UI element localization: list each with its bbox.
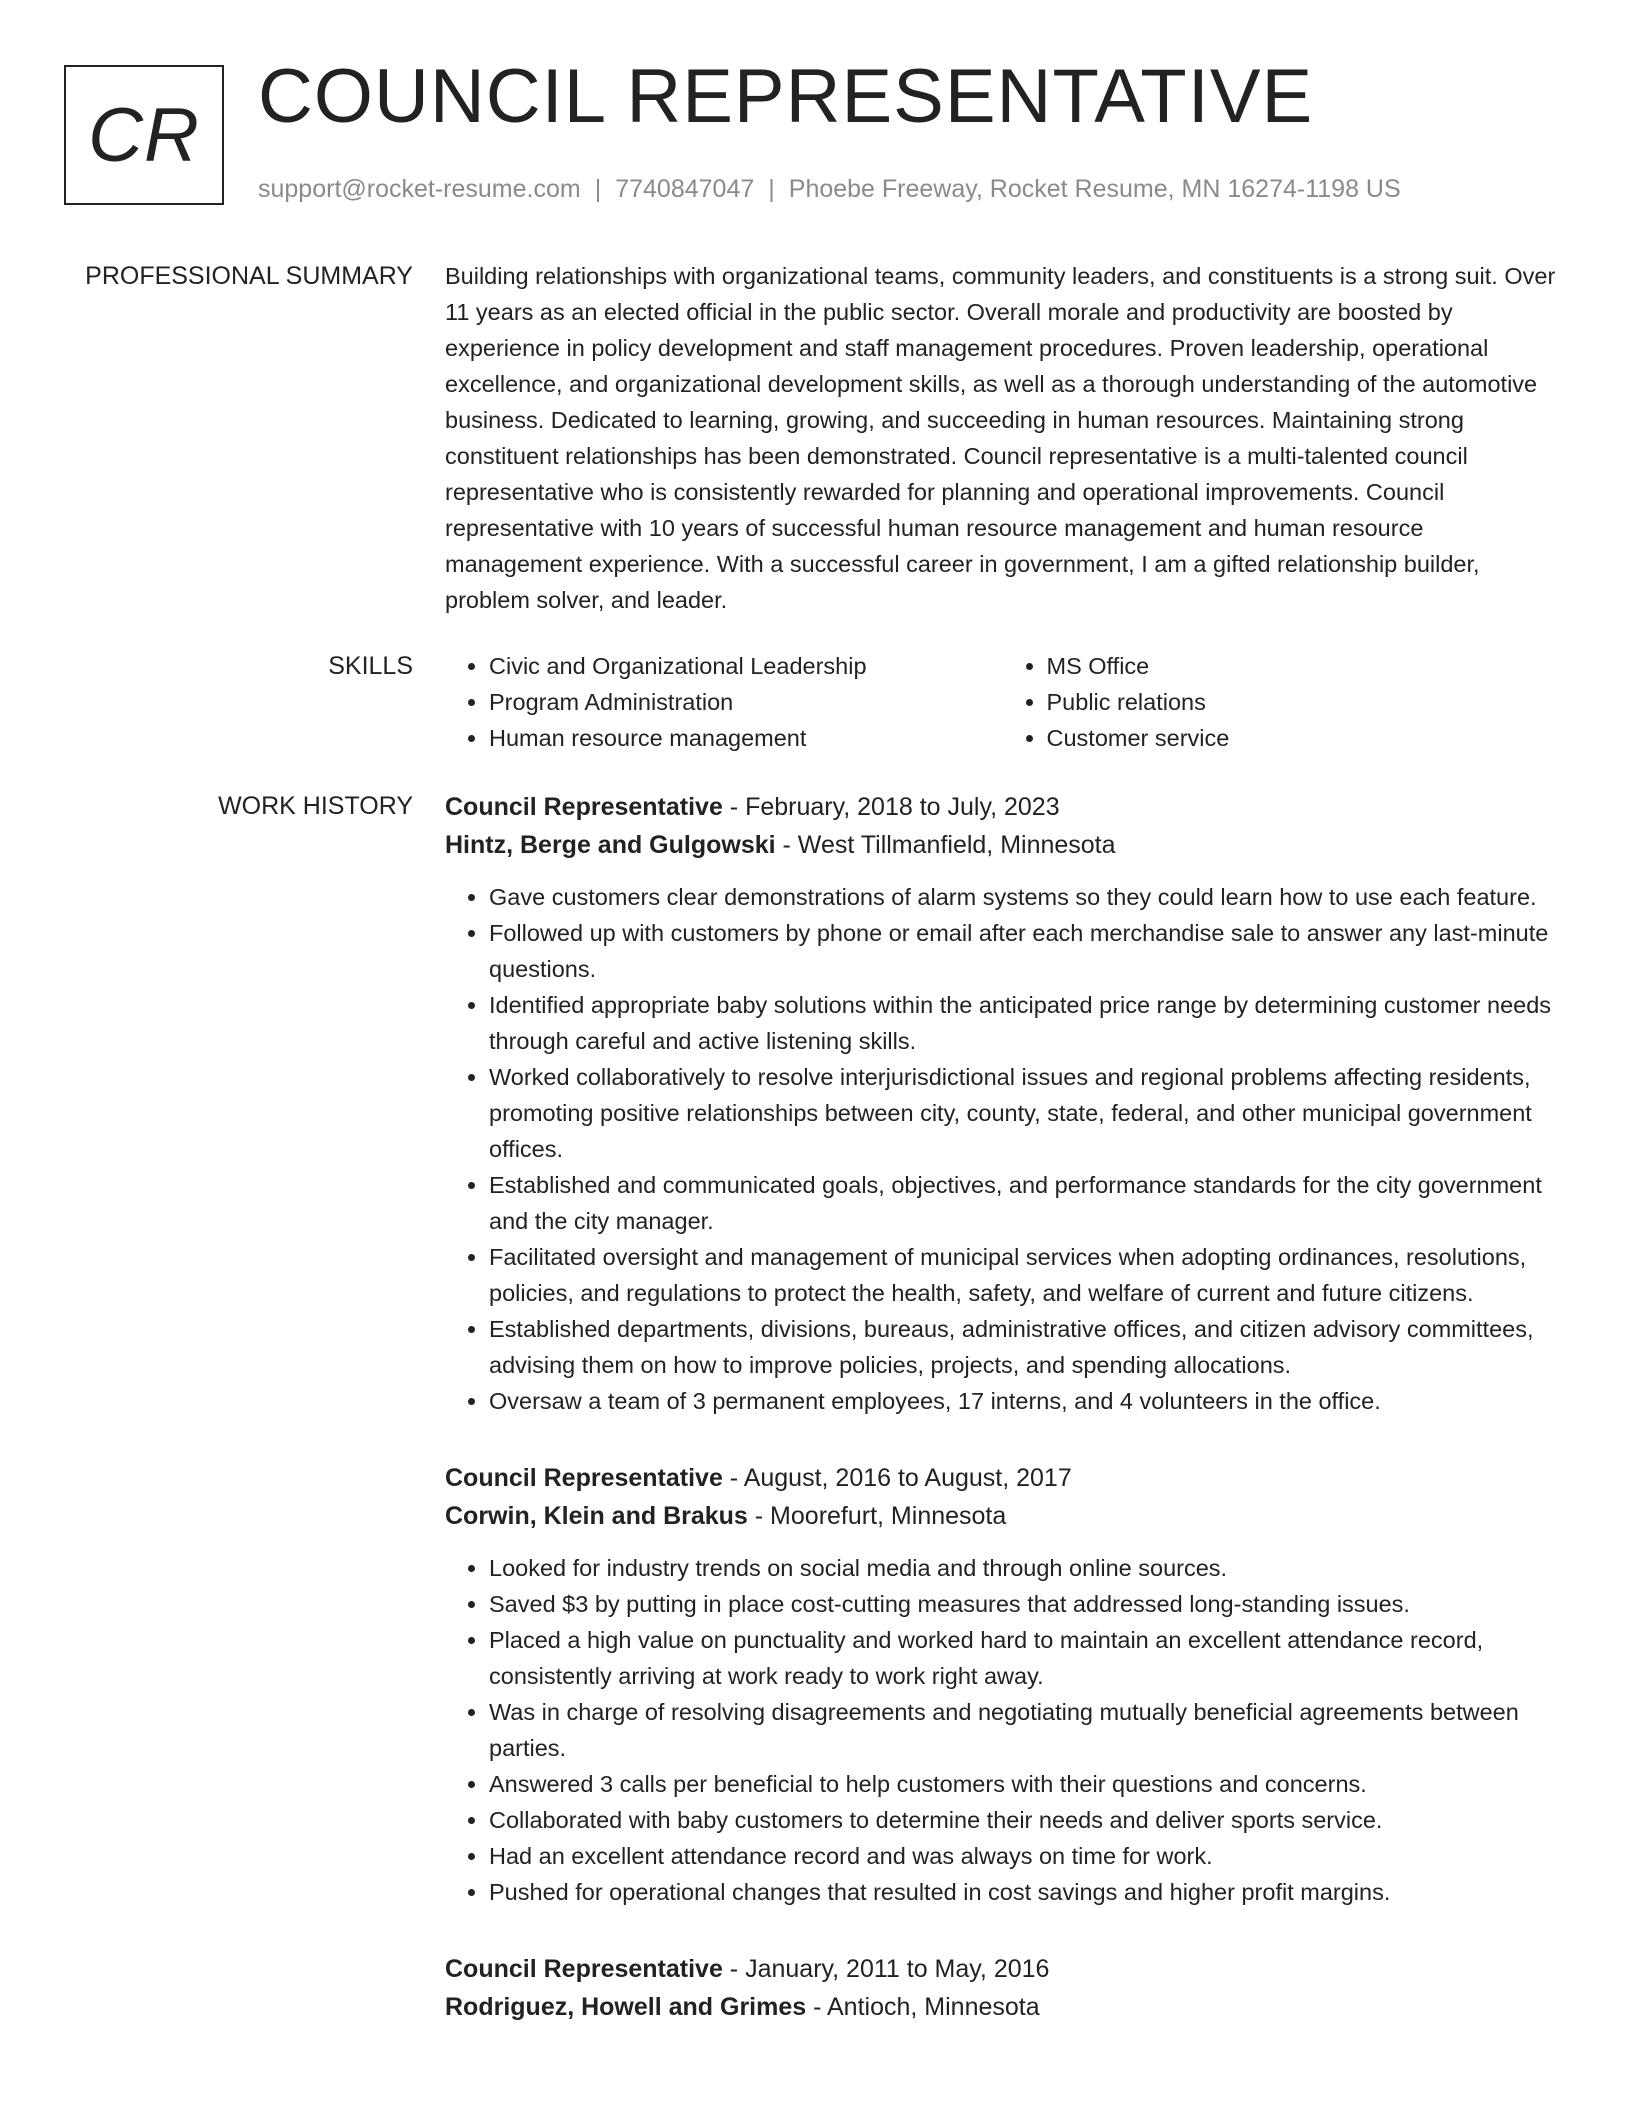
job-bullet: • Followed up with customers by phone or email after each merchandise sale to answer any last-minute questions.	[489, 915, 1560, 987]
summary-text: Building relationships with organizational teams, community leaders, and constituents is a strong suit. Over 11 years as an elected official in the public sector. Overall morale and productivity are boosted by experience in policy development and staff management procedures. Proven leadership, operational excellence, and organizational development skills, as well as a thorough understanding of the automotive business. Dedicated to learning, growing, and succeeding in human resources. Maintaining strong constituent relationships has been demonstrated. Council representative is a multi-talented council representative who is consistently rewarded for planning and operational improvements. Council representative with 10 years of successful human resource management and human resource management experience. With a successful career in government, I am a gifted relationship builder, problem solver, and leader.	[445, 263, 1556, 613]
job-bullet: • Gave customers clear demonstrations of alarm systems so they could learn how to use each feature.	[489, 879, 1560, 915]
skills-body	[445, 648, 1560, 756]
job-bullet: • Collaborated with baby customers to determine their needs and deliver sports service.	[489, 1802, 1560, 1838]
skill-item: • Public relations	[1047, 684, 1561, 720]
monogram-box	[64, 65, 224, 205]
resume-name: COUNCIL REPRESENTATIVE	[258, 54, 1314, 139]
job-company-line	[445, 1497, 1560, 1535]
job-bullet: • Identified appropriate baby solutions within the anticipated price range by determining customer needs through careful and active listening skills.	[489, 987, 1560, 1059]
contact-address: Phoebe Freeway, Rocket Resume, MN 16274-1198 US	[788, 175, 1401, 203]
job-bullet: • Established and communicated goals, objectives, and performance standards for the city government and the city manager.	[489, 1167, 1560, 1239]
job-dates: - August, 2016 to August, 2017	[722, 1464, 1072, 1492]
job-dates: - January, 2011 to May, 2016	[722, 1955, 1050, 1983]
skill-item: • MS Office	[1047, 648, 1561, 684]
monogram-initials: CR	[88, 92, 200, 178]
summary-body	[445, 258, 1560, 618]
job-dates: - February, 2018 to July, 2023	[722, 793, 1060, 821]
section-label-summary: PROFESSIONAL SUMMARY	[85, 262, 413, 290]
section-label-work: WORK HISTORY	[218, 792, 413, 820]
skill-item: • Civic and Organizational Leadership	[489, 648, 1003, 684]
job-bullet: • Saved $3 by putting in place cost-cutting measures that addressed long-standing issues.	[489, 1586, 1560, 1622]
job-company-line	[445, 1988, 1560, 2026]
job-title: Council Representative	[445, 793, 723, 821]
job-bullets	[445, 879, 1560, 1419]
job-title-line	[445, 1459, 1560, 1497]
job-location: - Moorefurt, Minnesota	[747, 1502, 1007, 1530]
job-entry	[445, 788, 1560, 1419]
job-bullet: • Answered 3 calls per beneficial to help customers with their questions and concerns.	[489, 1766, 1560, 1802]
job-bullet: • Looked for industry trends on social media and through online sources.	[489, 1550, 1560, 1586]
contact-separator: |	[768, 175, 775, 203]
job-location: - Antioch, Minnesota	[806, 1993, 1040, 2021]
contact-line	[258, 175, 1401, 204]
job-bullet: • Placed a high value on punctuality and worked hard to maintain an excellent attendance record, consistently arriving at work ready to work right away.	[489, 1622, 1560, 1694]
contact-separator: |	[594, 175, 602, 203]
section-label-skills: SKILLS	[328, 652, 413, 680]
job-company-line	[445, 826, 1560, 864]
job-company: Corwin, Klein and Brakus	[445, 1502, 748, 1530]
contact-phone: 7740847047	[615, 175, 755, 203]
job-company: Hintz, Berge and Gulgowski	[445, 831, 776, 859]
job-bullet: • Pushed for operational changes that resulted in cost savings and higher profit margins.	[489, 1874, 1560, 1910]
job-bullet: • Was in charge of resolving disagreements and negotiating mutually beneficial agreements between parties.	[489, 1694, 1560, 1766]
skill-item: • Customer service	[1047, 720, 1561, 756]
job-bullet: • Facilitated oversight and management of municipal services when adopting ordinances, resolutions, policies, and regulations to protect the health, safety, and welfare of current and future citizens.	[489, 1239, 1560, 1311]
job-bullet: • Oversaw a team of 3 permanent employees, 17 interns, and 4 volunteers in the office.	[489, 1383, 1560, 1419]
skills-list-left	[445, 648, 1003, 756]
job-entry	[445, 1950, 1560, 2026]
job-title-line	[445, 1950, 1560, 1988]
skills-list-right	[1003, 648, 1561, 756]
job-company: Rodriguez, Howell and Grimes	[445, 1993, 807, 2021]
job-entry	[445, 1459, 1560, 1910]
job-title: Council Representative	[445, 1464, 723, 1492]
job-bullet: • Worked collaboratively to resolve interjurisdictional issues and regional problems affecting residents, promoting positive relationships between city, county, state, federal, and other municipal government offices.	[489, 1059, 1560, 1167]
job-title-line	[445, 788, 1560, 826]
contact-email: support@rocket-resume.com	[258, 175, 581, 203]
skill-item: • Human resource management	[489, 720, 1003, 756]
job-bullet: • Established departments, divisions, bureaus, administrative offices, and citizen advisory committees, advising them on how to improve policies, projects, and spending allocations.	[489, 1311, 1560, 1383]
job-location: - West Tillmanfield, Minnesota	[775, 831, 1116, 859]
work-body	[445, 788, 1560, 2066]
job-bullet: • Had an excellent attendance record and was always on time for work.	[489, 1838, 1560, 1874]
skill-item: • Program Administration	[489, 684, 1003, 720]
job-bullets	[445, 1550, 1560, 1910]
job-title: Council Representative	[445, 1955, 723, 1983]
